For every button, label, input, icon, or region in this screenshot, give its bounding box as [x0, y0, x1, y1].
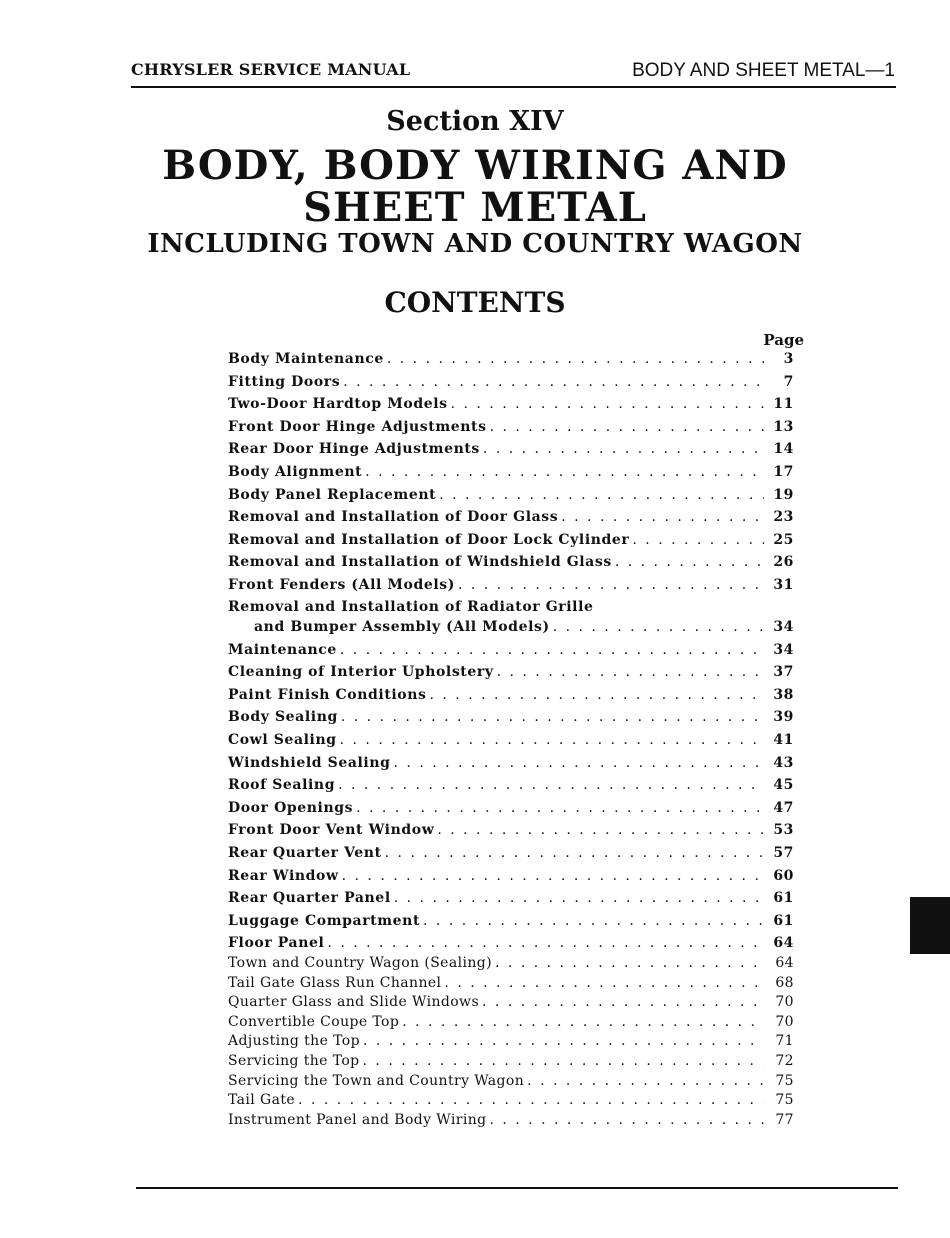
toc-entry-page: 72: [775, 1053, 794, 1069]
toc-entry: [228, 822, 794, 838]
toc-entry: [228, 994, 794, 1010]
toc-entry: [228, 1014, 794, 1030]
toc-entry-page: 31: [773, 577, 794, 593]
toc-entry-page: 77: [775, 1111, 794, 1128]
running-header-left: CHRYSLER SERVICE MANUAL: [131, 60, 411, 79]
toc-entry-title: Body Sealing: [228, 709, 338, 726]
toc-dot-leader: [458, 577, 764, 593]
toc-entry: [228, 975, 794, 991]
toc-entry: [228, 890, 794, 906]
toc-dot-leader: [340, 642, 764, 658]
toc-dot-leader: [363, 1033, 764, 1049]
toc-entry-page: 38: [773, 686, 794, 703]
toc-entry-title: Front Door Hinge Adjustments: [228, 418, 487, 435]
toc-dot-leader: [561, 509, 764, 525]
toc-entry: [228, 554, 794, 570]
toc-entry-title: Door Openings: [228, 799, 354, 816]
toc-dot-leader: [402, 1014, 764, 1030]
toc-entry-page: 19: [773, 486, 794, 503]
toc-dot-leader: [632, 532, 764, 548]
toc-entry: [228, 464, 794, 480]
toc-entry-title: and Bumper Assembly (All Models): [254, 619, 550, 635]
toc-entry-title: Servicing the Top: [228, 1053, 360, 1069]
toc-entry: [228, 619, 794, 635]
toc-entry-title: Convertible Coupe Top: [228, 1013, 400, 1030]
section-thumb-tab: [910, 897, 950, 954]
toc-entry-page: 64: [775, 955, 794, 971]
toc-entry-title: Maintenance: [228, 641, 337, 658]
toc-entry: [228, 732, 794, 748]
page-title-line-2: SHEET METAL: [303, 184, 647, 231]
toc-entry-page: 17: [773, 464, 794, 480]
toc-entry-title: Luggage Compartment: [228, 912, 421, 929]
toc-entry-title: Body Panel Replacement: [228, 486, 437, 503]
toc-entry: [228, 509, 794, 525]
toc-entry-title: Floor Panel: [228, 935, 325, 952]
page-subtitle: INCLUDING TOWN AND COUNTRY WAGON: [147, 229, 803, 259]
toc-entry-page: 75: [775, 1072, 794, 1089]
toc-dot-leader: [430, 687, 765, 703]
toc-entry: [228, 1092, 794, 1108]
toc-entry-page: 34: [773, 641, 794, 658]
toc-entry-title: Roof Sealing: [228, 777, 336, 794]
toc-entry-title: Quarter Glass and Slide Windows: [228, 994, 480, 1011]
toc-entry-title: Body Alignment: [228, 464, 363, 480]
toc-entry: [228, 755, 794, 771]
toc-entry-page: 23: [773, 509, 794, 526]
toc-entry-title: Rear Quarter Panel: [228, 890, 391, 907]
toc-entry-page: 34: [773, 619, 794, 635]
toc-dot-leader: [483, 441, 764, 457]
section-number: Section XIV: [386, 106, 564, 137]
toc-dot-leader: [527, 1073, 764, 1089]
toc-dot-leader: [490, 419, 764, 435]
toc-entry-title: Cowl Sealing: [228, 732, 337, 748]
toc-entry: [228, 664, 794, 680]
footer-rule: [136, 1187, 898, 1189]
toc-entry-page: 64: [773, 935, 794, 952]
toc-entry-title: Town and Country Wagon (Sealing): [228, 955, 493, 971]
toc-entry: [228, 687, 794, 703]
toc-entry-page: 37: [773, 664, 794, 681]
toc-entry: [228, 800, 794, 816]
toc-dot-leader: [437, 822, 764, 838]
toc-entry: [228, 1073, 794, 1089]
toc-dot-leader: [341, 709, 764, 725]
toc-entry: [228, 441, 794, 457]
toc-entry: [228, 642, 794, 658]
toc-entry-title: Removal and Installation of Windshield Glass: [228, 554, 612, 571]
toc-entry-title: Windshield Sealing: [228, 754, 391, 771]
toc-dot-leader: [451, 396, 764, 412]
page-column-label: Page: [763, 331, 804, 349]
toc-dot-leader: [489, 1112, 764, 1128]
toc-entry-page: 61: [773, 890, 794, 907]
toc-entry: [228, 532, 794, 548]
toc-entry-title: Body Maintenance: [228, 351, 384, 367]
toc-dot-leader: [356, 800, 764, 816]
toc-dot-leader: [615, 554, 764, 570]
toc-entry-page: 39: [773, 709, 794, 726]
toc-entry: [228, 935, 794, 951]
toc-dot-leader: [338, 777, 764, 793]
toc-entry-page: 53: [773, 822, 794, 839]
toc-entry-title: Tail Gate Glass Run Channel: [228, 974, 442, 991]
toc-entry-title: Removal and Installation of Door Glass: [228, 509, 559, 526]
toc-dot-leader: [439, 487, 764, 503]
toc-dot-leader: [553, 619, 764, 635]
toc-entry-page: 75: [775, 1092, 794, 1109]
toc-entry: [228, 374, 794, 390]
toc-entry: [228, 868, 794, 884]
toc-entry: [228, 599, 794, 615]
toc-entry-page: 7: [783, 373, 794, 390]
toc-entry-title: Rear Window: [228, 867, 339, 884]
header-rule: [131, 86, 896, 88]
contents-heading: CONTENTS: [384, 286, 566, 319]
toc-entry: [228, 955, 794, 971]
toc-dot-leader: [387, 351, 764, 367]
toc-dot-leader: [363, 1053, 764, 1069]
toc-entry: [228, 351, 794, 367]
toc-entry-page: 11: [773, 396, 794, 413]
toc-entry-title: Removal and Installation of Radiator Grille: [228, 599, 594, 615]
toc-dot-leader: [482, 994, 764, 1010]
page-title: [0, 142, 950, 231]
toc-entry-title: Front Door Vent Window: [228, 822, 435, 839]
toc-entry-title: Cleaning of Interior Upholstery: [228, 664, 494, 681]
toc-entry-page: 71: [775, 1033, 794, 1050]
toc-entry-title: Adjusting the Top: [228, 1033, 360, 1050]
toc-dot-leader: [340, 732, 764, 748]
toc-entry-title: Paint Finish Conditions: [228, 686, 427, 703]
toc-entry: [228, 845, 794, 861]
toc-dot-leader: [343, 374, 764, 390]
toc-entry-page: 13: [773, 418, 794, 435]
toc-entry: [228, 419, 794, 435]
toc-entry-page: 25: [773, 531, 794, 548]
toc-entry: [228, 913, 794, 929]
toc-entry: [228, 709, 794, 725]
toc-dot-leader: [298, 1092, 764, 1108]
toc-entry-page: 57: [773, 845, 794, 861]
running-header-right: BODY AND SHEET METAL—1: [632, 60, 895, 81]
toc-entry-page: 41: [773, 732, 794, 748]
toc-entry: [228, 487, 794, 503]
toc-entry-page: 61: [773, 912, 794, 929]
toc-dot-leader: [423, 913, 764, 929]
toc-entry: [228, 777, 794, 793]
toc-dot-leader: [365, 464, 764, 480]
toc-entry-title: Tail Gate: [228, 1092, 296, 1109]
toc-entry-page: 14: [773, 441, 794, 458]
toc-dot-leader: [495, 955, 764, 971]
toc-entry-title: Two-Door Hardtop Models: [228, 396, 448, 413]
toc-entry-title: Removal and Installation of Door Lock Cylinder: [228, 531, 630, 548]
toc-entry-title: Instrument Panel and Body Wiring: [228, 1111, 487, 1128]
toc-entry-title: Rear Door Hinge Adjustments: [228, 441, 480, 458]
toc-entry-page: 68: [775, 974, 794, 991]
toc-dot-leader: [385, 845, 764, 861]
page-title-line-1: BODY, BODY WIRING AND: [162, 142, 788, 189]
toc-entry: [228, 1112, 794, 1128]
toc-entry-page: 43: [773, 754, 794, 771]
toc-entry-page: 60: [773, 867, 794, 884]
toc-entry: [228, 1033, 794, 1049]
toc-entry-page: 70: [775, 1013, 794, 1030]
toc-dot-leader: [497, 664, 764, 680]
toc-entry-title: Servicing the Town and Country Wagon: [228, 1072, 525, 1089]
toc-entry-title: Front Fenders (All Models): [228, 577, 455, 593]
toc-entry: [228, 577, 794, 593]
toc-entry-page: 26: [773, 554, 794, 571]
toc-entry-page: 3: [783, 351, 794, 367]
toc-dot-leader: [444, 975, 764, 991]
toc-entry: [228, 1053, 794, 1069]
toc-entry-title: Rear Quarter Vent: [228, 845, 382, 861]
toc-entry-page: 45: [773, 777, 794, 794]
toc-dot-leader: [342, 868, 764, 884]
toc-dot-leader: [394, 755, 764, 771]
toc-entry-title: Fitting Doors: [228, 373, 341, 390]
toc-entry-page: 70: [775, 994, 794, 1011]
toc-entry-page: 47: [773, 799, 794, 816]
toc-dot-leader: [327, 935, 764, 951]
toc-dot-leader: [394, 890, 764, 906]
toc-entry: [228, 396, 794, 412]
